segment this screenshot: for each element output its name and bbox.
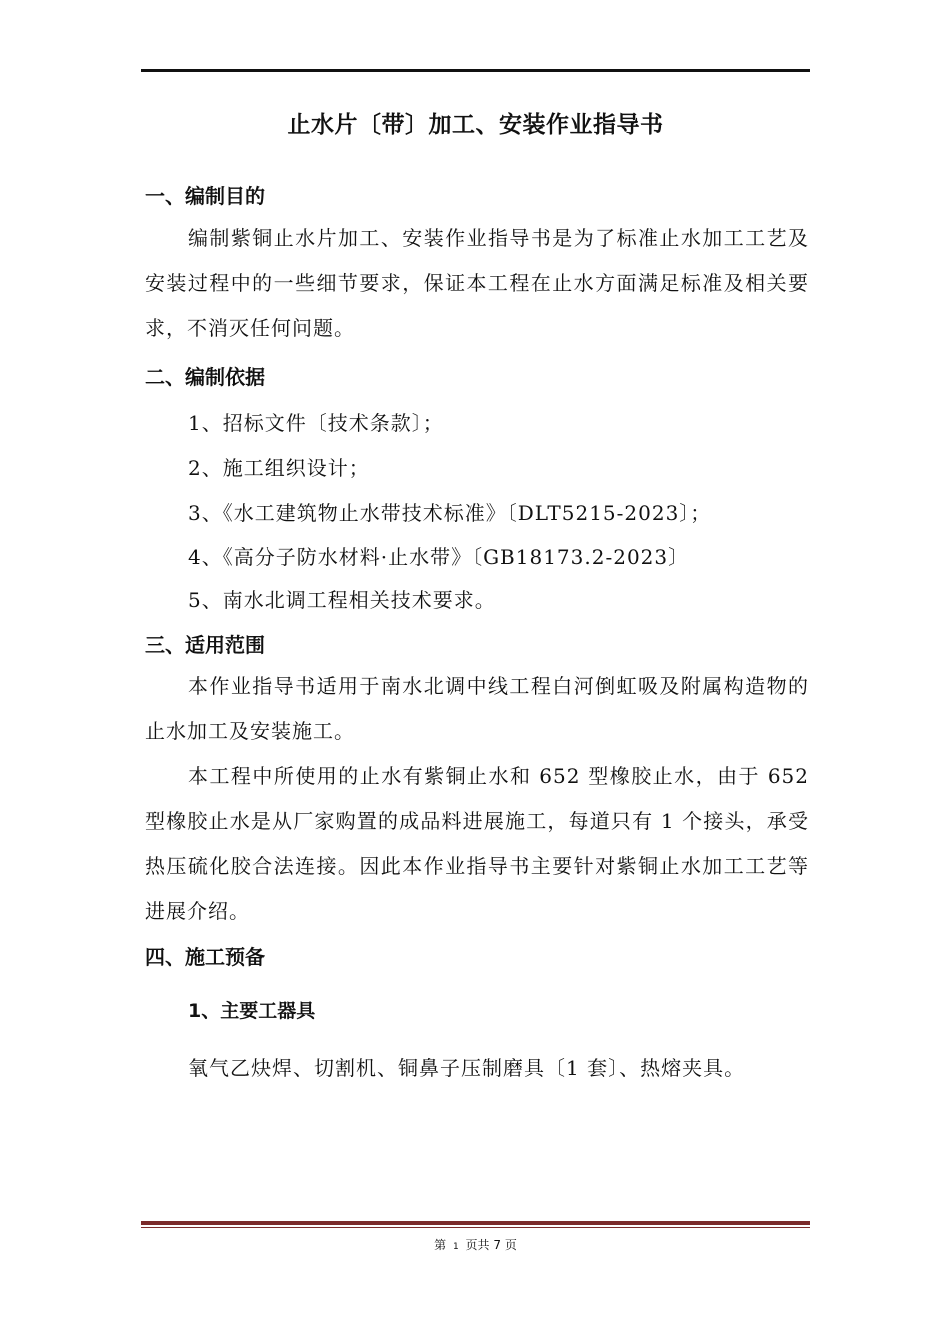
section-paragraph-scope-1: 本作业指导书适用于南水北调中线工程白河倒虹吸及附属构造物的止水加工及安装施工。: [145, 674, 809, 743]
list-item: 1、招标文件〔技术条款〕；: [188, 411, 444, 435]
footer-rule-thin: [141, 1227, 810, 1228]
section-heading-purpose: 一、编制目的: [145, 184, 265, 208]
subheading-tools: 1、主要工器具: [188, 1000, 316, 1022]
list-item: 4、《高分子防水材料·止水带》〔GB18173.2-2023〕: [188, 545, 690, 569]
section-paragraph-scope-2: 本工程中所使用的止水有紫铜止水和 652 型橡胶止水，由于 652 型橡胶止水是从厂家购置的成品料进展施工，每道只有 1 个接头，承受热压硫化胶合法连接。因此本作业指导书主要针对紫铜止水加工工艺等进展介绍。: [145, 764, 809, 923]
page-number: [141, 1236, 810, 1253]
list-item: 5、南水北调工程相关技术要求。: [188, 588, 496, 612]
page-number-middle: 页共: [465, 1238, 490, 1252]
list-item: 3、《水工建筑物止水带技术标准》〔DLT5215-2023〕；: [188, 501, 712, 525]
section-paragraph-purpose: 编制紫铜止水片加工、安装作业指导书是为了标准止水加工工艺及安装过程中的一些细节要求，保证本工程在止水方面满足标准及相关要求，不消灭任何问题。: [145, 226, 809, 340]
section-paragraph-tools: 氧气乙炔焊、切割机、铜鼻子压制磨具〔1 套〕、热熔夹具。: [188, 1056, 746, 1080]
section-heading-preparation: 四、施工预备: [145, 945, 265, 969]
section-heading-scope: 三、适用范围: [145, 633, 265, 657]
document-title: 止水片〔带〕加工、安装作业指导书: [287, 112, 664, 138]
page-number-prefix: 第: [434, 1238, 447, 1252]
footer-rule: [141, 1221, 810, 1225]
page-number-current: 1: [452, 1242, 459, 1252]
section-heading-basis: 二、编制依据: [145, 365, 265, 389]
list-item: 2、施工组织设计；: [188, 456, 370, 480]
page-number-suffix: 页: [504, 1238, 517, 1252]
header-rule: [141, 69, 810, 72]
page-number-total: 7: [493, 1238, 502, 1252]
